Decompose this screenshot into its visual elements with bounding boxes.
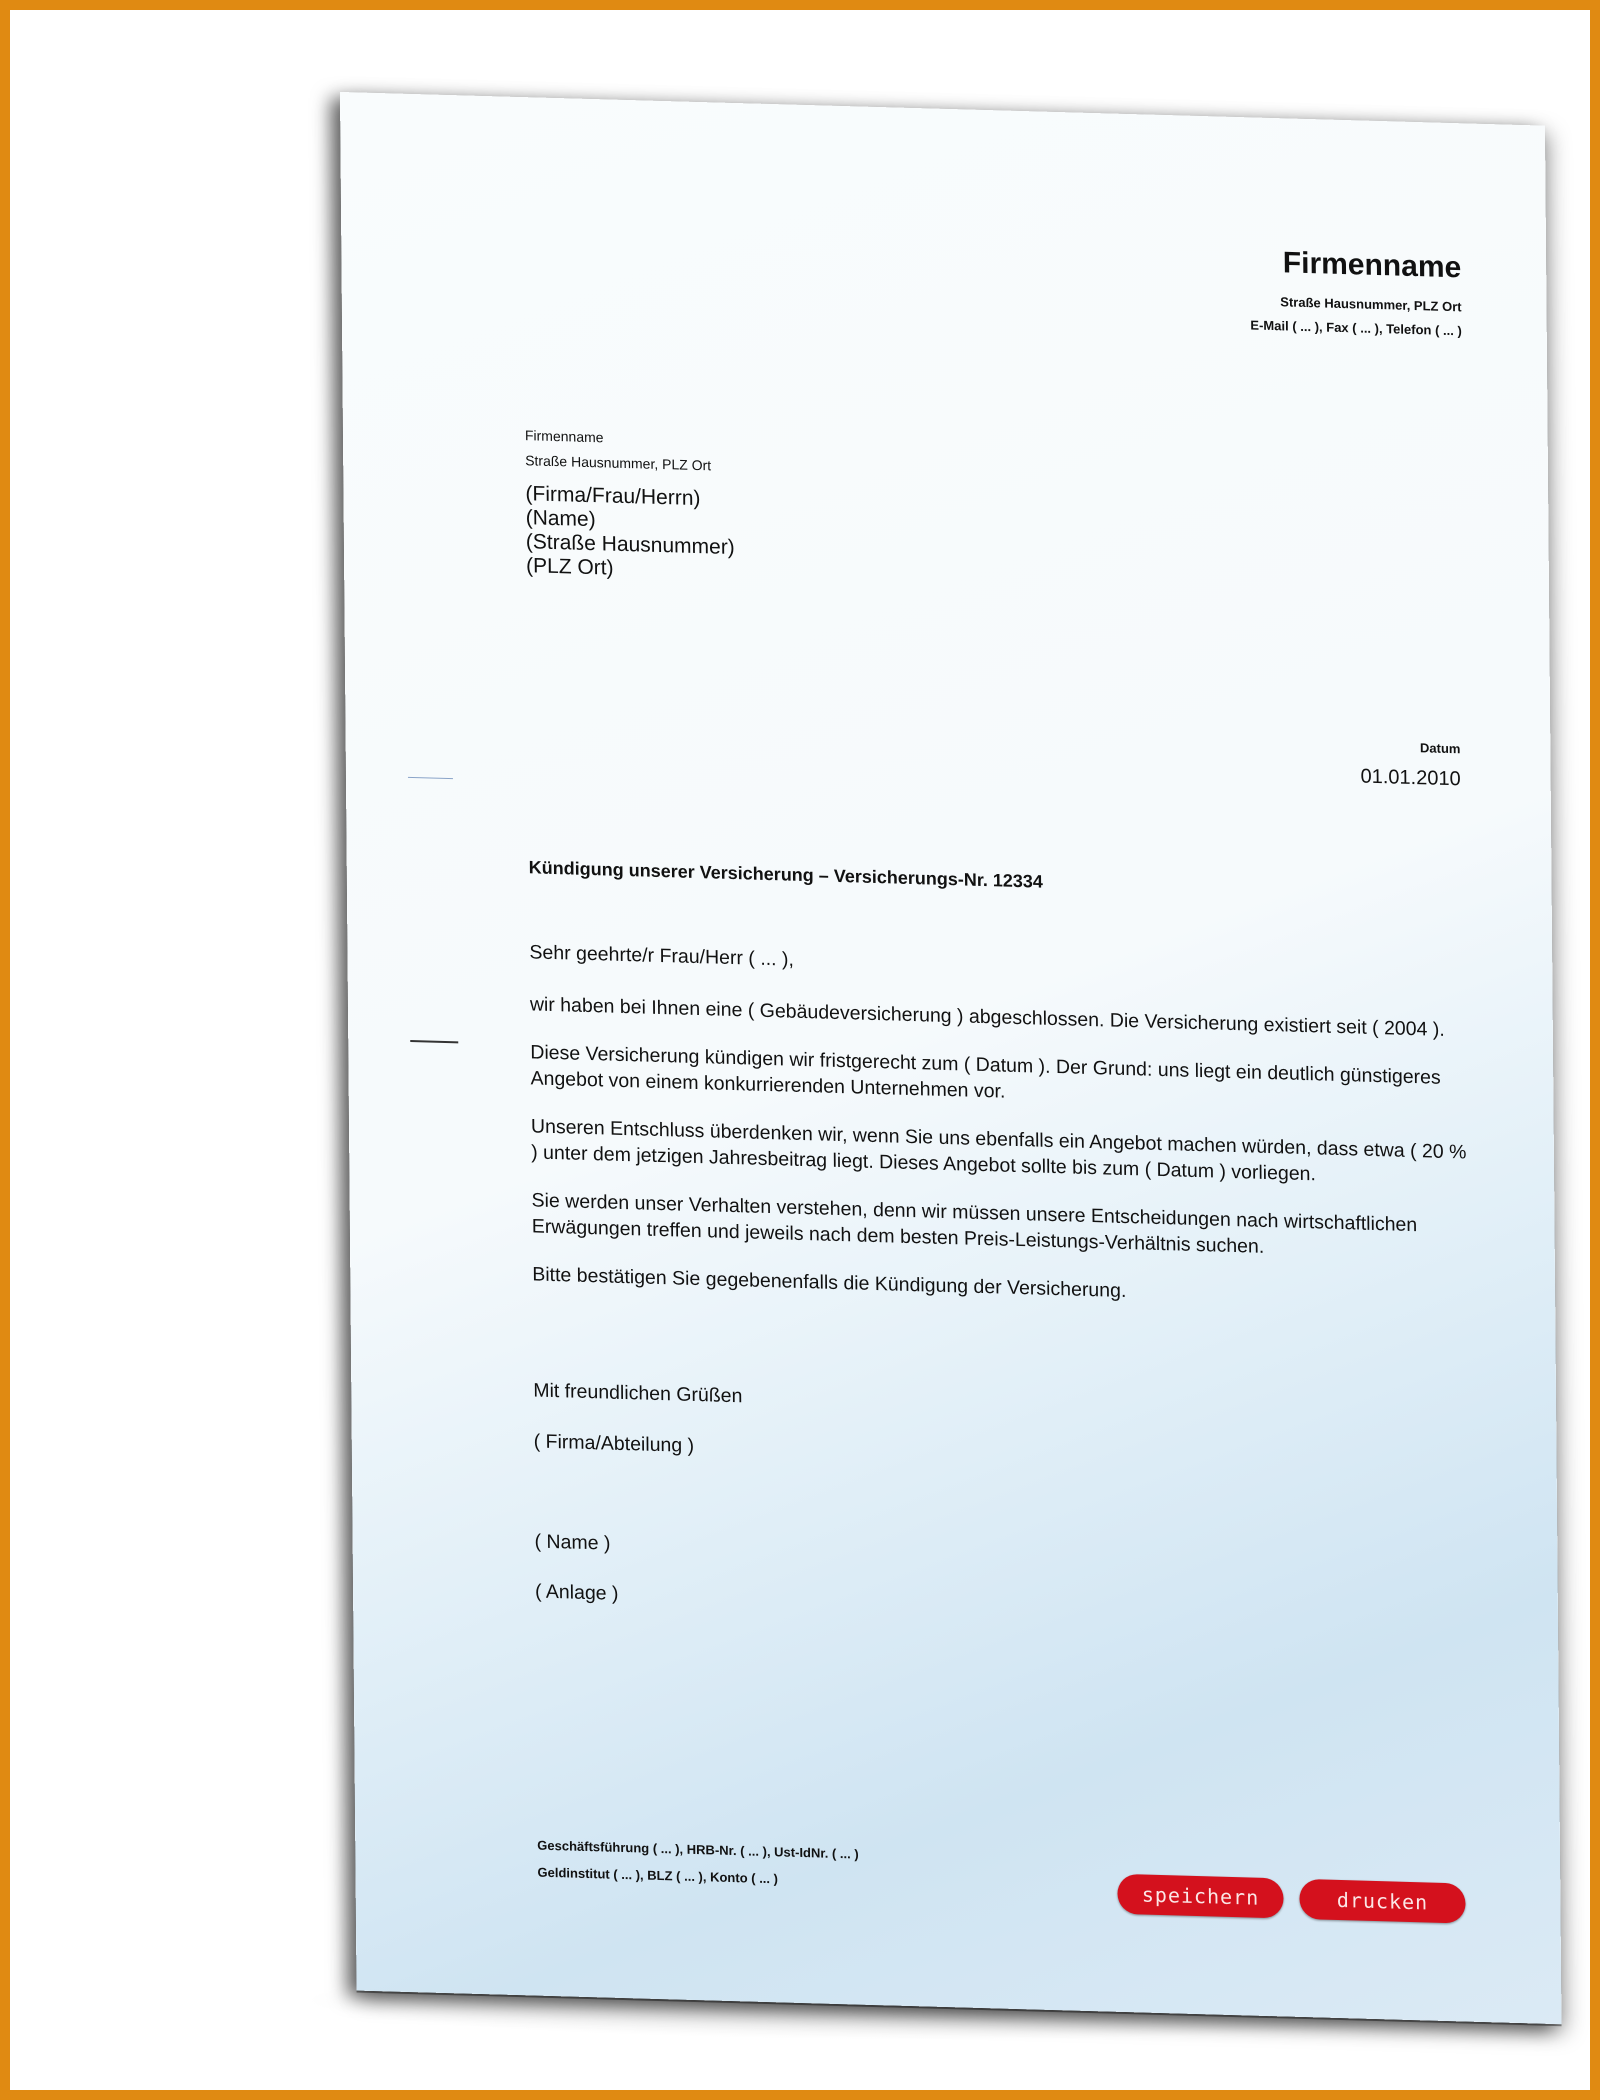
- date-value: 01.01.2010: [1360, 765, 1461, 791]
- letterhead-address: Straße Hausnummer, PLZ Ort: [1280, 294, 1462, 315]
- closing-greeting: Mit freundlichen Grüßen: [533, 1379, 743, 1408]
- recipient-block: [525, 482, 735, 584]
- date-label: Datum: [1419, 740, 1461, 757]
- recipient-line: (Straße Hausnummer): [525, 530, 735, 560]
- attachment-note: ( Anlage ): [534, 1580, 619, 1605]
- letter-body: [529, 939, 1472, 1335]
- print-button[interactable]: drucken: [1299, 1879, 1465, 1924]
- save-button[interactable]: speichern: [1117, 1874, 1283, 1919]
- body-paragraph: Bitte bestätigen Sie gegebenenfalls die Kündigung der Versicherung.: [532, 1263, 1127, 1303]
- footer-management: Geschäftsführung ( ... ), HRB-Nr. ( ... ), Ust-IdNr. ( ... ): [537, 1837, 859, 1862]
- recipient-line: (PLZ Ort): [525, 554, 614, 580]
- recipient-line: (Firma/Frau/Herrn): [525, 482, 701, 511]
- punch-mark: [410, 1040, 458, 1043]
- signature-name: ( Name ): [534, 1530, 611, 1555]
- recipient-line: (Name): [525, 506, 596, 532]
- body-paragraph: Sie werden unser Verhalten verstehen, denn wir müssen unsere Entscheidungen nach wirtschaftlichen Erwägungen treffen und jeweils nach dem besten Preis-Leistungs-Verhältnis suchen.: [531, 1189, 1418, 1258]
- closing-department: ( Firma/Abteilung ): [533, 1430, 695, 1457]
- fold-mark: [408, 777, 453, 779]
- body-paragraph: Diese Versicherung kündigen wir fristgerecht zum ( Datum ). Der Grund: uns liegt ein deutlich günstigeres Angebot von einem konkurrierenden Unternehmen vor.: [530, 1041, 1441, 1103]
- return-address: Straße Hausnummer, PLZ Ort: [525, 452, 712, 474]
- letterhead-contact: E-Mail ( ... ), Fax ( ... ), Telefon ( ... ): [1250, 317, 1462, 339]
- body-paragraph: Unseren Entschluss überdenken wir, wenn Sie uns ebenfalls ein Angebot machen würden, dass etwa ( 20 % ) unter dem jetzigen Jahresbeitrag liegt. Dieses Angebot sollte bis zum ( Datum ) vorliegen.: [530, 1115, 1467, 1186]
- footer-bank: Geldinstitut ( ... ), BLZ ( ... ), Konto ( ... ): [537, 1864, 779, 1887]
- letter-page: [340, 92, 1562, 2024]
- body-paragraph: wir haben bei Ihnen eine ( Gebäudeversicherung ) abgeschlossen. Die Versicherung existiert seit ( 2004 ).: [529, 993, 1445, 1041]
- letter-subject: Kündigung unserer Versicherung – Versicherungs-Nr. 12334: [528, 857, 1043, 892]
- return-company: Firmenname: [524, 427, 604, 446]
- salutation: Sehr geehrte/r Frau/Herr ( ... ),: [529, 941, 794, 971]
- letterhead-company: Firmenname: [1282, 246, 1462, 285]
- letterhead: [1250, 245, 1462, 343]
